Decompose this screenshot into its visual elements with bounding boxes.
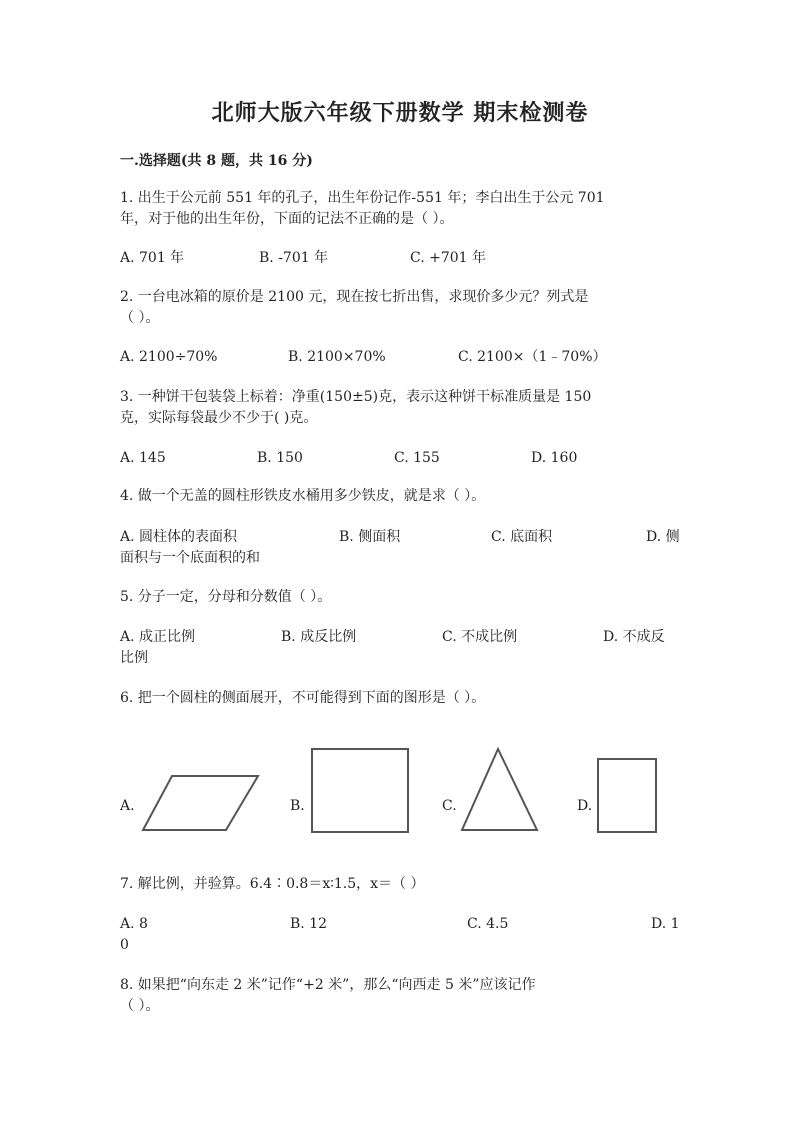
q1-option-c[interactable]: C. +701 年 [410,250,487,266]
q2-option-b[interactable]: B. 2100×70% [288,349,386,365]
q6-option-b-label[interactable]: B. [290,798,305,814]
q4-option-c[interactable]: C. 底面积 [491,529,553,545]
question-2-line-2: （ ）。 [120,310,160,326]
question-3-options [120,448,680,469]
question-3-line-1: 3. 一种饼干包装袋上标着：净重(150±5)克，表示这种饼干标准质量是 150 [120,389,592,405]
question-8-line-1: 8. 如果把“向东走 2 米”记作“+2 米”，那么“向西走 5 米”应该记作 [120,977,536,993]
q3-option-c[interactable]: C. 155 [394,450,440,466]
q7-option-a[interactable]: A. 8 [120,916,148,932]
question-6 [120,688,680,709]
section-heading: 一.选择题(共 8 题，共 16 分) [120,153,313,169]
page-title: 北师大版六年级下册数学 期末检测卷 [211,100,589,126]
q2-option-a[interactable]: A. 2100÷70% [120,349,218,365]
question-8-line-2: （ ）。 [120,998,160,1014]
q4-option-a[interactable]: A. 圆柱体的表面积 [120,529,238,545]
question-2 [120,287,680,329]
question-2-options [120,347,680,368]
q7-option-d-continued: 0 [120,937,129,953]
question-2-line-1: 2. 一台电冰箱的原价是 2100 元，现在按七折出售，求现价多少元？列式是 [120,289,589,305]
q3-option-d[interactable]: D. 160 [531,450,578,466]
q3-option-b[interactable]: B. 150 [257,450,303,466]
q4-option-d[interactable]: D. 侧 [646,529,680,545]
question-4 [120,486,680,507]
q5-option-b[interactable]: B. 成反比例 [281,629,357,645]
q7-option-c[interactable]: C. 4.5 [467,916,509,932]
question-4-options [120,527,680,548]
q6-option-a-label[interactable]: A. [120,798,135,814]
q7-option-d[interactable]: D. 1 [651,916,680,932]
question-7-options [120,914,680,935]
q4-option-b[interactable]: B. 侧面积 [339,529,401,545]
question-5-line-1: 5. 分子一定，分母和分数值（ ）。 [120,589,332,605]
question-7 [120,874,680,895]
square-shape [311,748,411,834]
q5-option-d-continued: 比例 [120,650,148,666]
question-4-line-1: 4. 做一个无盖的圆柱形铁皮水桶用多少铁皮，就是求（ ）。 [120,488,486,504]
q5-option-d[interactable]: D. 不成反 [603,629,665,645]
q5-option-c[interactable]: C. 不成比例 [442,629,518,645]
question-1-line-1: 1. 出生于公元前 551 年的孔子，出生年份记作-551 年；李白出生于公元 701 [120,190,605,206]
q6-option-d-label[interactable]: D. [577,798,593,814]
question-6-line-1: 6. 把一个圆柱的侧面展开，不可能得到下面的图形是（ ）。 [120,690,486,706]
question-5-options [120,627,680,648]
q5-option-a[interactable]: A. 成正比例 [120,629,196,645]
q1-option-a[interactable]: A. 701 年 [120,250,185,266]
parallelogram-shape [140,774,260,834]
question-5 [120,587,680,608]
q3-option-a[interactable]: A. 145 [120,450,166,466]
q7-option-b[interactable]: B. 12 [290,916,328,932]
triangle-shape [460,747,540,833]
q4-option-d-continued: 面积与一个底面积的和 [120,550,260,566]
rectangle-shape [597,758,659,834]
question-7-line-1: 7. 解比例，并验算。6.4∶0.8＝x∶1.5，x＝（ ） [120,876,425,892]
q6-option-c-label[interactable]: C. [442,798,457,814]
question-3 [120,387,680,429]
question-8 [120,975,680,1017]
question-1-options [120,248,680,269]
question-1 [120,188,680,230]
q2-option-c[interactable]: C. 2100×（1﹣70%） [458,349,607,365]
q1-option-b[interactable]: B. -701 年 [259,250,329,266]
question-1-line-2: 年，对于他的出生年份，下面的记法不正确的是（ ）。 [120,211,454,227]
question-3-line-2: 克，实际每袋最少不少于( )克。 [120,410,318,426]
